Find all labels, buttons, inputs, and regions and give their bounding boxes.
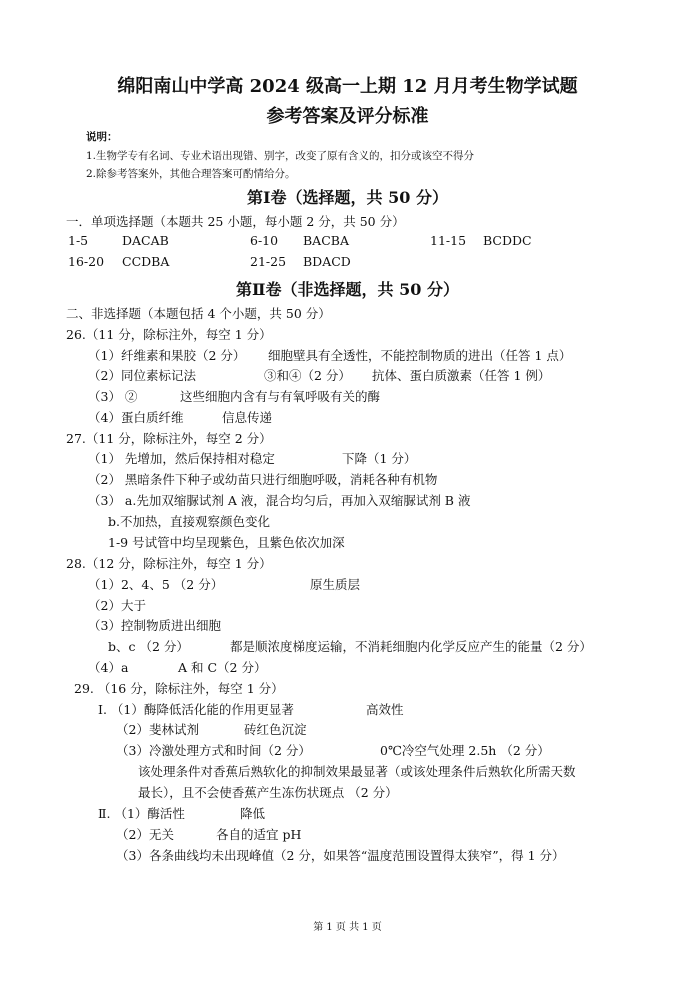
answer-range: 16-20 <box>68 254 105 269</box>
answer-range: 21-25 <box>250 254 287 269</box>
q27-answer: 1-9 号试管中均呈现紫色，且紫色依次加深 <box>108 535 345 550</box>
q27-answer: （2） 黑暗条件下种子或幼苗只进行细胞呼吸，消耗各种有机物 <box>88 472 438 487</box>
q27-answer: 下降（1 分） <box>342 451 417 466</box>
answer-key: BACBA <box>303 233 349 248</box>
q29-answer: Ⅰ. （1）酶降低活化能的作用更显著 <box>98 702 294 717</box>
q29-answer: 0℃冷空气处理 2.5h （2 分） <box>380 743 550 758</box>
q27-answer: b.不加热，直接观察颜色变化 <box>108 514 270 529</box>
q26-answer: （2）同位素标记法 <box>88 368 196 383</box>
q28-answer: （4）a <box>88 660 129 675</box>
q29-answer: （2）无关 <box>116 827 174 842</box>
q26-answer: 信息传递 <box>222 410 273 425</box>
q29-answer: （3）冷激处理方式和时间（2 分） <box>116 743 311 758</box>
part1-heading: 第Ⅰ卷（选择题，共 50 分） <box>247 188 448 207</box>
answer-key: DACAB <box>122 233 169 248</box>
q26-answer: 这些细胞内含有与有氧呼吸有关的酶 <box>180 389 381 404</box>
part2-heading: 第Ⅱ卷（非选择题，共 50 分） <box>236 280 459 299</box>
q29-answer: 该处理条件对香蕉后熟软化的抑制效果最显著（或该处理条件后熟软化所需天数 <box>138 764 576 779</box>
q28-answer: 都是顺浓度梯度运输，不消耗细胞内化学反应产生的能量（2 分） <box>230 639 592 654</box>
q29-answer: 各自的适宜 pH <box>216 827 302 842</box>
note-item-2: 2.除参考答案外，其他合理答案可酌情给分。 <box>86 168 296 180</box>
answer-key: BDACD <box>303 254 351 269</box>
q27-answer: （1） 先增加，然后保持相对稳定 <box>88 451 275 466</box>
q26-answer: （1）纤维素和果胶（2 分） <box>88 348 246 363</box>
q29-answer: 最长），且不会使香蕉产生冻伤状斑点 （2 分） <box>138 785 398 800</box>
part1-intro: 一．单项选择题（本题共 25 小题，每小题 2 分，共 50 分） <box>66 214 405 229</box>
answer-range: 11-15 <box>430 233 467 248</box>
q29-answer: （2）斐林试剂 <box>116 722 199 737</box>
q29-heading: 29. （16 分，除标注外，每空 1 分） <box>74 681 284 696</box>
document-title: 绵阳南山中学高 2024 级高一上期 12 月月考生物学试题 <box>117 76 578 97</box>
q28-answer: 原生质层 <box>310 577 361 592</box>
q28-answer: （3）控制物质进出细胞 <box>88 618 221 633</box>
q29-answer: 砖红色沉淀 <box>244 722 307 737</box>
q26-heading: 26.（11 分，除标注外，每空 1 分） <box>66 327 272 342</box>
q28-answer: （1）2、4、5 （2 分） <box>88 577 224 592</box>
q26-answer: （4）蛋白质纤维 <box>88 410 184 425</box>
note-item-1: 1.生物学专有名词、专业术语出现错、别字，改变了原有含义的，扣分或该空不得分 <box>86 150 475 162</box>
q26-answer: （3） ② <box>88 389 138 404</box>
answer-range: 6-10 <box>250 233 279 248</box>
q28-answer: （2）大于 <box>88 598 146 613</box>
q28-answer: b、c （2 分） <box>108 639 189 654</box>
q28-heading: 28.（12 分，除标注外，每空 1 分） <box>66 556 272 571</box>
q26-answer: 抗体、蛋白质激素（任答 1 例） <box>372 368 551 383</box>
q27-answer: （3） a.先加双缩脲试剂 A 液，混合均匀后，再加入双缩脲试剂 B 液 <box>88 493 471 508</box>
q26-answer: 细胞壁具有全透性，不能控制物质的进出（任答 1 点） <box>268 348 572 363</box>
q29-answer: （3）各条曲线均未出现峰值（2 分，如果答“温度范围设置得太狭窄”，得 1 分） <box>116 848 565 863</box>
answer-key: CCDBA <box>122 254 170 269</box>
q29-answer: 高效性 <box>366 702 404 717</box>
part2-intro: 二、非选择题（本题包括 4 个小题，共 50 分） <box>66 306 331 321</box>
document-subtitle: 参考答案及评分标准 <box>266 106 429 127</box>
q27-heading: 27.（11 分，除标注外，每空 2 分） <box>66 431 272 446</box>
q29-answer: 降低 <box>240 806 266 821</box>
q28-answer: A 和 C（2 分） <box>178 660 267 675</box>
page-number: 第 1 页 共 1 页 <box>313 922 382 933</box>
q29-answer: Ⅱ. （1）酶活性 <box>98 806 185 821</box>
q26-answer: ③和④（2 分） <box>264 368 351 383</box>
answer-key: BCDDC <box>483 233 532 248</box>
answer-range: 1-5 <box>68 233 89 248</box>
notes-label: 说明： <box>86 131 118 143</box>
